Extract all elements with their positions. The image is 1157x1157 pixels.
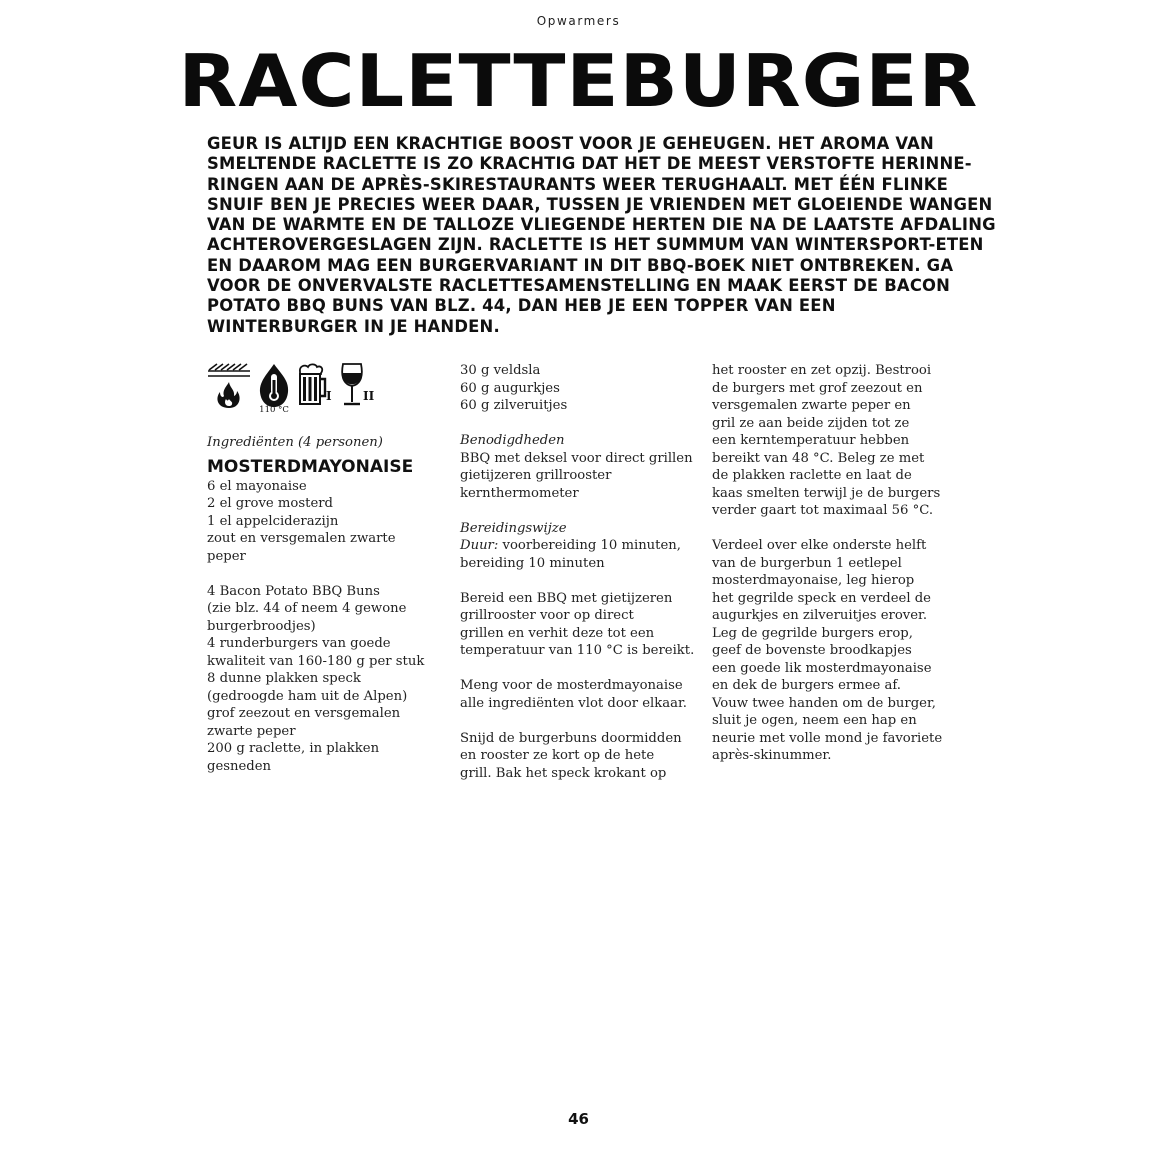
beer-label: I [326, 389, 332, 403]
intro-line: WINTERBURGER IN JE HANDEN. [207, 316, 500, 336]
method-line: de plakken raclette en laat de [712, 468, 912, 483]
mayo-heading: MOSTERDMAYONAISE [207, 456, 414, 477]
recipe-title: RACLETTEBURGER [178, 39, 979, 123]
method-line: Vouw twee handen om de burger, [712, 695, 936, 711]
ingredient-line: 30 g veldsla [460, 363, 541, 378]
ingredient-line: 60 g zilveruitjes [460, 398, 568, 413]
ingredient-line: (gedroogde ham uit de Alpen) [207, 688, 408, 704]
ingredient-line: zwarte peper [207, 723, 296, 739]
ingredient-line: 200 g raclette, in plakken [207, 741, 380, 756]
method-line: versgemalen zwarte peper en [712, 398, 911, 413]
method-line: Snijd de burgerbuns doormidden [460, 730, 682, 746]
ingredient-line: kwaliteit van 160-180 g per stuk [207, 653, 425, 669]
intro-line: EN DAAROM MAG EEN BURGERVARIANT IN DIT BBQ-BOEK NIET ONTBREKEN. GA [207, 255, 954, 275]
temperature-label: 110 °C [259, 405, 289, 415]
duration-text: voorbereiding 10 minuten, [498, 538, 681, 553]
method-line: en rooster ze kort op de hete [460, 748, 655, 763]
intro-paragraph [207, 134, 996, 337]
ingredients-column [207, 362, 457, 775]
method-line: grillen en verhit deze tot een [460, 625, 655, 641]
method-line: temperatuur van 110 °C is bereikt. [460, 643, 695, 658]
thermometer-group [257, 362, 291, 420]
method-column [460, 362, 710, 782]
intro-line: ACHTEROVERGESLAGEN ZIJN. RACLETTE IS HET SUMMUM VAN WINTERSPORT-ETEN [207, 235, 984, 255]
ingredients-heading: Ingrediënten (4 personen) [207, 435, 383, 450]
ingredient-line: peper [207, 548, 246, 564]
method-heading: Bereidingswijze [460, 520, 567, 536]
tool-line: kernthermometer [460, 485, 579, 501]
tool-line: gietijzeren grillrooster [460, 468, 612, 483]
duration-line: bereiding 10 minuten [460, 555, 605, 571]
ingredient-line: 4 runderburgers van goede [207, 636, 391, 651]
method-line: Verdeel over elke onderste helft [712, 538, 927, 553]
method-line: de burgers met grof zeezout en [712, 380, 923, 396]
intro-line: SMELTENDE RACLETTE IS ZO KRACHTIG DAT HET DE MEEST VERSTOFTE HERINNE- [207, 154, 972, 174]
ingredient-line: 1 el appelciderazijn [207, 513, 339, 529]
tool-line: BBQ met deksel voor direct grillen [460, 450, 693, 466]
duration-line [460, 537, 710, 555]
method-line: augurkjes en zilveruitjes erover. [712, 608, 928, 623]
ingredient-line: zout en versgemalen zwarte [207, 531, 396, 546]
method-line: en dek de burgers ermee af. [712, 678, 901, 693]
method-line: een kerntemperatuur hebben [712, 433, 910, 448]
method-line: neurie met volle mond je favoriete [712, 730, 943, 746]
method-line: van de burgerbun 1 eetlepel [712, 555, 902, 571]
duration-label: Duur: [460, 538, 499, 553]
page-number: 46 [568, 1110, 589, 1128]
ingredient-line: 2 el grove mosterd [207, 496, 333, 511]
intro-line: GEUR IS ALTIJD EEN KRACHTIGE BOOST VOOR JE GEHEUGEN. HET AROMA VAN [207, 134, 934, 153]
wine-glass-icon [339, 362, 365, 408]
ingredient-line: 8 dunne plakken speck [207, 671, 361, 686]
recipe-icons [207, 362, 457, 420]
ingredient-line: 60 g augurkjes [460, 380, 560, 396]
method-line: grill. Bak het speck krokant op [460, 765, 667, 781]
method-line: verder gaart tot maximaal 56 °C. [712, 503, 934, 518]
method-line: geef de bovenste broodkapjes [712, 643, 912, 658]
method-line: Leg de gegrilde burgers erop, [712, 625, 913, 641]
method-line: Meng voor de mosterdmayonaise [460, 678, 683, 693]
method-line: bereikt van 48 °C. Beleg ze met [712, 450, 925, 466]
ingredient-line: 6 el mayonaise [207, 478, 307, 494]
method-line: après-skinummer. [712, 748, 832, 763]
wine-group [339, 362, 379, 410]
method-line: het gegrilde speck en verdeel de [712, 590, 931, 606]
grill-fire-icon [207, 362, 251, 410]
beer-mug-icon [297, 362, 327, 406]
ingredient-line: 4 Bacon Potato BBQ Buns [207, 583, 380, 599]
ingredient-line: burgerbroodjes) [207, 618, 316, 634]
intro-line: POTATO BBQ BUNS VAN BLZ. 44, DAN HEB JE EEN TOPPER VAN EEN [207, 296, 836, 316]
method-line: alle ingrediënten vlot door elkaar. [460, 695, 688, 711]
method-line: gril ze aan beide zijden tot ze [712, 415, 910, 431]
beer-group [297, 362, 333, 410]
intro-line: VOOR DE ONVERVALSTE RACLETTESAMENSTELLING EN MAAK EERST DE BACON [207, 276, 951, 296]
section-label: Opwarmers [536, 14, 621, 28]
method-line: kaas smelten terwijl je de burgers [712, 485, 941, 501]
method-line: Bereid een BBQ met gietijzeren [460, 590, 673, 606]
method-line: het rooster en zet opzij. Bestrooi [712, 363, 932, 378]
wine-label: II [363, 389, 375, 403]
intro-line: VAN DE WARMTE EN DE TALLOZE VLIEGENDE HERTEN DIE NA DE LAATSTE AFDALING [207, 215, 996, 235]
method-line: een goede lik mosterdmayonaise [712, 660, 932, 676]
intro-line: RINGEN AAN DE APRÈS-SKIRESTAURANTS WEER TERUGHAALT. MET ÉÉN FLINKE [207, 174, 949, 194]
intro-line: SNUIF BEN JE PRECIES WEER DAAR, TUSSEN JE VRIENDEN MET GLOEIENDE WANGEN [207, 194, 993, 214]
method-continued-column [712, 362, 962, 765]
ingredient-line: grof zeezout en versgemalen [207, 706, 401, 721]
ingredient-line: (zie blz. 44 of neem 4 gewone [207, 601, 407, 616]
method-line: mosterdmayonaise, leg hierop [712, 573, 915, 588]
method-line: sluit je ogen, neem een hap en [712, 713, 917, 728]
ingredient-line: gesneden [207, 758, 272, 774]
method-line: grillrooster voor op direct [460, 608, 634, 623]
tools-heading: Benodigdheden [460, 433, 565, 448]
